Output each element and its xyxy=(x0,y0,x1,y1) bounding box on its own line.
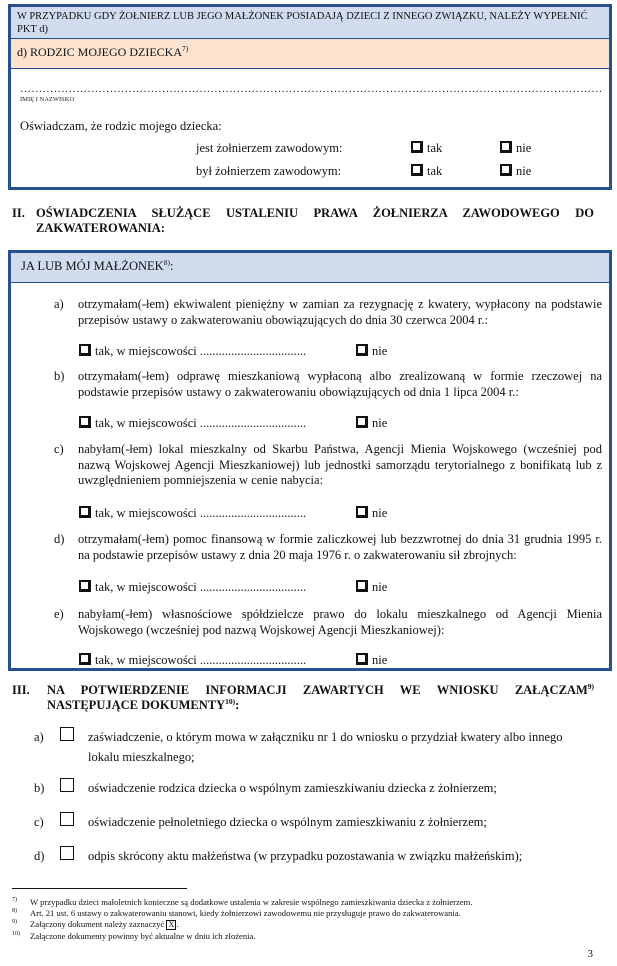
was-soldier-yes-option[interactable]: tak xyxy=(411,164,442,179)
item-e-yes-option[interactable]: tak, w miejscowości .................................. xyxy=(79,653,306,668)
is-soldier-no-option[interactable]: nie xyxy=(500,141,531,156)
row-label-was-soldier: był żołnierzem zawodowym: xyxy=(196,164,342,178)
row-label-is-soldier: jest żołnierzem zawodowym: xyxy=(196,141,343,155)
item-b-no-option[interactable]: nie xyxy=(356,416,387,431)
section-header: W PRZYPADKU GDY ŻOŁNIERZ LUB JEGO MAŁŻONEK POSIADAJĄ DZIECI Z INNEGO ZWIĄZKU, NALEŻY WYPEŁNIĆ PKT d) xyxy=(11,7,609,39)
checkbox-icon[interactable] xyxy=(500,164,512,176)
checkbox-icon[interactable] xyxy=(500,141,512,153)
declaration-text: Oświadczam, że rodzic mojego dziecka: xyxy=(20,119,222,133)
subsection-title: d) RODZIC MOJEGO DZIECKA$^{7)}$ xyxy=(11,39,609,69)
page-number: 3 xyxy=(587,948,593,960)
footnote-9: $^{9)}$ Załączony dokument należy zaznaczyć X . xyxy=(12,919,179,929)
child-parent-section xyxy=(8,4,612,190)
checkbox-icon[interactable] xyxy=(79,580,91,592)
footnote-8: $^{8)}$ Art. 21 ust. 6 ustawy o zakwaterowaniu stanowi, kiedy żołnierzowi zawodowemu nie przysługuje prawo do zakwaterowania. xyxy=(12,908,461,918)
x-mark-icon: X xyxy=(168,920,175,929)
item-a-no-option[interactable]: nie xyxy=(356,344,387,359)
checkbox-icon[interactable] xyxy=(79,344,91,356)
name-field[interactable]: ………………………………………………………………………………………………………………………………………… xyxy=(20,83,603,95)
checkbox-icon[interactable] xyxy=(356,344,368,356)
item-c-no-option[interactable]: nie xyxy=(356,506,387,521)
checkbox-icon[interactable] xyxy=(411,164,423,176)
housing-declarations-section: JA LUB MÓJ MAŁŻONEK$^{8)}$: a) otrzymałam(-łem) ekwiwalent pieniężny w zamian za rezygnację z kwatery, wypłacony na podstawie przepisów ustawy o zakwaterowaniu obowiązujących do dnia 30 czerwca 2004 r.: tak, w miejscowości .................................. nie b) otrzymałam(-łem) odprawę mieszkaniową wypłaconą albo zrealizowaną w formie rzeczowej na podstawie przepisów ustawy o zakwaterowaniu obowiązujących od dnia 1 lipca 2004 r.: tak, w miejscowości .................................. nie c) nabyłam(-łem) lokal mieszkalny od Skarbu Państwa, Agencji Mienia Wojskowego (wcześniej pod nazwą Wojskowej Agencji Mieszkaniowej) lub jednostki samorządu terytorialnego z bonifikatą lub z uwzględnieniem pomniejszenia w cenie nabycia: tak, w miejscowości .................................. nie d) otrzymałam(-łem) pomoc finansową w formie zaliczkowej lub bezzwrotnej do dnia 31 grudnia 1995 r. na podstawie przepisów ustawy z dnia 20 maja 1976 r. o zakwaterowaniu sił zbrojnych: tak, w miejscowości .................................. nie e) nabyłam(-łem) własnościowe spółdzielcze prawo do lokalu mieszkalnego od Agencji Mienia Wojskowego (wcześniej pod nazwą Wojskowej Agencji Mieszkaniowej): tak, w miejscowości .................................. nie xyxy=(8,250,612,671)
item-d-no-option[interactable]: nie xyxy=(356,580,387,595)
section-header: JA LUB MÓJ MAŁŻONEK$^{8)}$: xyxy=(11,253,609,283)
checkbox-icon[interactable] xyxy=(411,141,423,153)
item-c-yes-option[interactable]: tak, w miejscowości .................................. xyxy=(79,506,306,521)
checkbox-icon[interactable] xyxy=(79,653,91,665)
checkbox-icon[interactable] xyxy=(356,580,368,592)
item-a-yes-option[interactable]: tak, w miejscowości .................................. xyxy=(79,344,306,359)
checkbox-icon[interactable] xyxy=(79,506,91,518)
document-b-checkbox[interactable] xyxy=(60,778,74,792)
checkbox-icon[interactable] xyxy=(356,416,368,428)
footnote-7: $^{7)}$ W przypadku dzieci małoletnich konieczne są dodatkowe ustalenia w zakresie wspólnego zamieszkiwania dziecka z żołnierzem. xyxy=(12,897,473,907)
item-e-no-option[interactable]: nie xyxy=(356,653,387,668)
item-d-yes-option[interactable]: tak, w miejscowości .................................. xyxy=(79,580,306,595)
checkbox-icon[interactable] xyxy=(356,506,368,518)
checkbox-icon[interactable] xyxy=(356,653,368,665)
footnote-divider xyxy=(12,888,187,889)
document-c-checkbox[interactable] xyxy=(60,812,74,826)
is-soldier-yes-option[interactable]: tak xyxy=(411,141,442,156)
item-b-yes-option[interactable]: tak, w miejscowości .................................. xyxy=(79,416,306,431)
document-d-checkbox[interactable] xyxy=(60,846,74,860)
footnote-10: $^{10)}$ Załączone dokumenty powinny być aktualne w dniu ich złożenia. xyxy=(12,931,256,941)
was-soldier-no-option[interactable]: nie xyxy=(500,164,531,179)
document-a-checkbox[interactable] xyxy=(60,727,74,741)
checkbox-icon[interactable] xyxy=(79,416,91,428)
name-field-label: IMIĘ I NAZWISKO xyxy=(20,96,75,103)
